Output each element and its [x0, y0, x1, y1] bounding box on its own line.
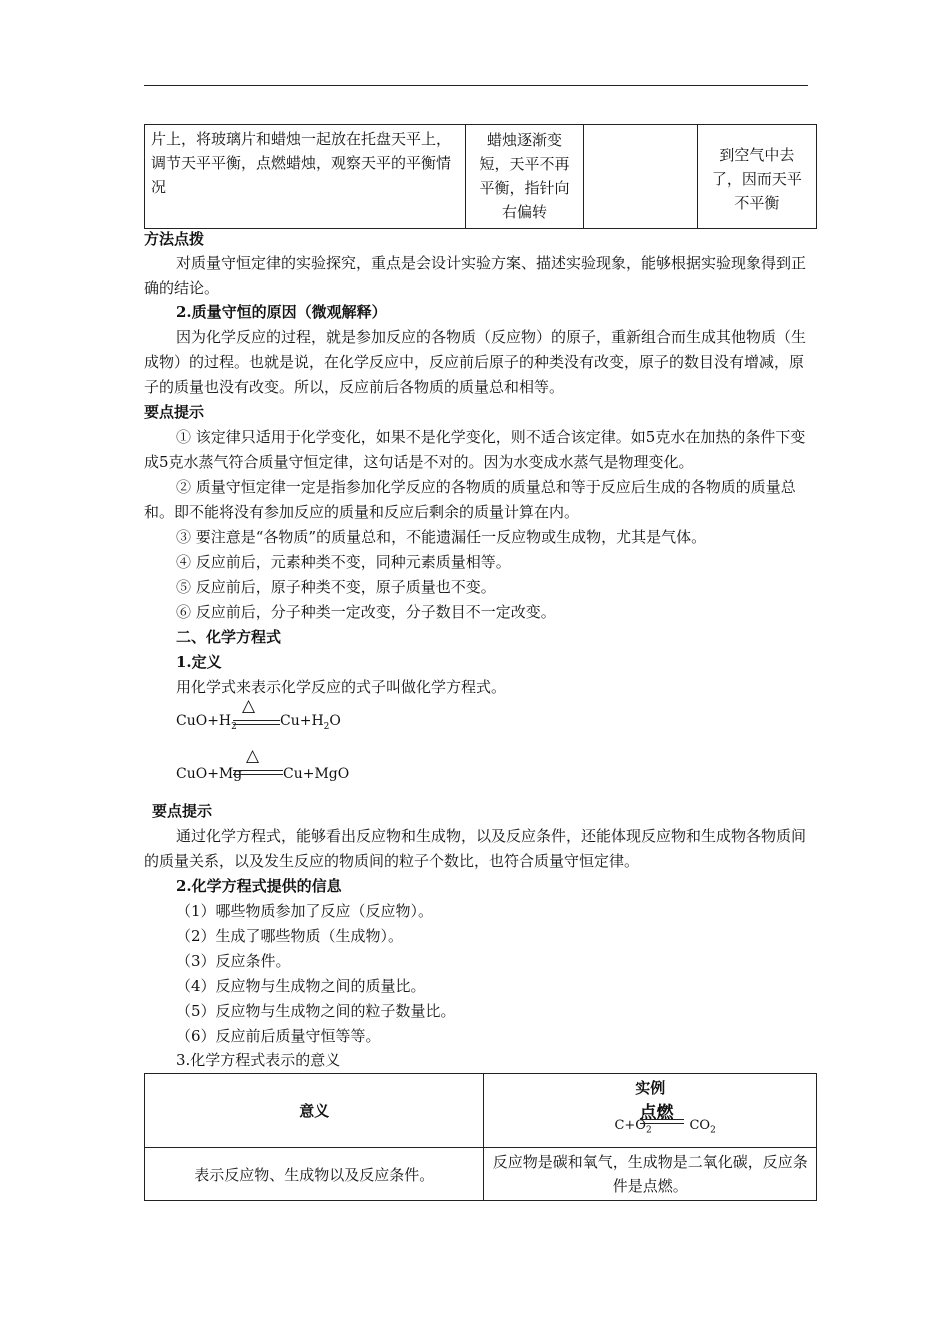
definition-text: 用化学式来表示化学反应的式子叫做化学方程式。 [176, 678, 507, 696]
meaning-heading: 3.化学方程式表示的意义 [176, 1051, 341, 1069]
equation-c-o2 [614, 1098, 734, 1142]
method-heading: 方法点拨 [144, 230, 205, 248]
equals-line [640, 1123, 684, 1124]
equals-line [233, 724, 280, 725]
cell-line: 了，因而天平 [711, 169, 802, 188]
keypoint-item: ① 该定律只适用于化学变化，如果不是化学变化，则不适合该定律。如5克水在加热的条件下变成5克水蒸气符合质量守恒定律，这句话是不对的。因为水变成水蒸气是物理变化。 [144, 428, 806, 471]
heat-triangle-icon: △ [242, 696, 256, 716]
method-text: 对质量守恒定律的实验探究，重点是会设计实验方案、描述实验现象，能够根据实验现象得到正确的结论。 [144, 254, 807, 297]
table-header-meaning: 意义 [145, 1074, 484, 1148]
info-item: （2）生成了哪些物质（生成物）。 [176, 927, 404, 945]
equation-cuo-h2 [176, 698, 396, 738]
header-rule [144, 85, 808, 86]
table-header-example [484, 1074, 817, 1148]
equation-lhs: CuO+Mg [176, 766, 243, 782]
info-item: （1）哪些物质参加了反应（反应物）。 [176, 902, 434, 920]
equation-lhs: $CuO+H_2$ [176, 713, 237, 732]
cell-line: 到空气中去 [719, 145, 795, 164]
keypoints2-text: 通过化学方程式，能够看出反应物和生成物，以及反应条件，还能体现反应物和生成物各物质间的质量关系，以及发生反应的物质间的粒子个数比，也符合质量守恒定律。 [144, 827, 807, 870]
experiment-table [144, 124, 817, 229]
ignite-condition: 点燃 [639, 1103, 674, 1123]
keypoint-item: ⑥ 反应前后，分子种类一定改变，分子数目不一定改变。 [176, 603, 556, 621]
equals-line [233, 770, 283, 771]
equals-line [233, 774, 283, 775]
keypoint-item: ⑤ 反应前后，原子种类不变，原子质量也不变。 [176, 578, 496, 596]
cell-line: 不平衡 [734, 193, 780, 212]
equation-rhs: $CO_2$ [689, 1118, 716, 1136]
heat-triangle-icon: △ [246, 746, 260, 766]
equation-rhs: $Cu+H_2O$ [280, 713, 341, 732]
info-heading: 2.化学方程式提供的信息 [176, 877, 342, 895]
table-cell-meaning: 表示反应物、生成物以及反应条件。 [145, 1148, 484, 1201]
part2-heading: 二、化学方程式 [176, 628, 282, 646]
equation-cuo-mg [176, 748, 396, 788]
keypoint-item: ② 质量守恒定律一定是指参加化学反应的各物质的质量总和等于反应后生成的各物质的质量总和。即不能将没有参加反应的质量和反应后剩余的质量计算在内。 [144, 478, 796, 521]
info-item: （5）反应物与生成物之间的粒子数量比。 [176, 1002, 456, 1020]
definition-heading: 1.定义 [176, 653, 222, 671]
keypoint-item: ③ 要注意是“各物质”的质量总和，不能遗漏任一反应物或生成物，尤其是气体。 [176, 528, 707, 546]
equals-line [640, 1119, 684, 1120]
keypoints2-heading: 要点提示 [152, 802, 213, 820]
cell-line: 蜡烛逐渐变 [486, 131, 562, 149]
section2-text: 因为化学反应的过程，就是参加反应的各物质（反应物）的原子，重新组合而生成其他物质（生成物）的过程。也就是说，在化学反应中，反应前后原子的种类没有改变，原子的数目没有增减，原子的质量也没有改变。所以，反应前后各物质的质量总和相等。 [144, 328, 807, 396]
keypoints-heading: 要点提示 [144, 403, 205, 421]
table-cell-phenomenon [466, 125, 583, 229]
equation-lhs: $C+O_2$ [614, 1118, 652, 1136]
keypoint-item: ④ 反应前后，元素种类不变，同种元素质量相等。 [176, 553, 511, 571]
cell-line: 右偏转 [501, 203, 547, 221]
example-header-label: 实例 [635, 1079, 666, 1097]
info-item: （6）反应前后质量守恒等等。 [176, 1027, 381, 1045]
equals-line [233, 720, 280, 721]
table-row [145, 125, 817, 229]
table-row [145, 1148, 817, 1201]
equation-rhs: Cu+MgO [283, 766, 350, 782]
table-row [145, 1074, 817, 1148]
table-cell-example: 反应物是碳和氧气，生成物是二氧化碳，反应条件是点燃。 [484, 1148, 817, 1201]
info-item: （4）反应物与生成物之间的质量比。 [176, 977, 426, 995]
table-cell-procedure: 片上，将玻璃片和蜡烛一起放在托盘天平上，调节天平平衡，点燃蜡烛，观察天平的平衡情况 [145, 125, 466, 229]
cell-line: 平衡，指针向 [479, 179, 570, 197]
cell-line: 短，天平不再 [479, 155, 570, 173]
table-cell-empty [583, 125, 697, 229]
meaning-table [144, 1073, 817, 1201]
table-cell-analysis [697, 125, 816, 229]
section2-heading: 2.质量守恒的原因（微观解释） [176, 303, 387, 321]
info-item: （3）反应条件。 [176, 952, 291, 970]
